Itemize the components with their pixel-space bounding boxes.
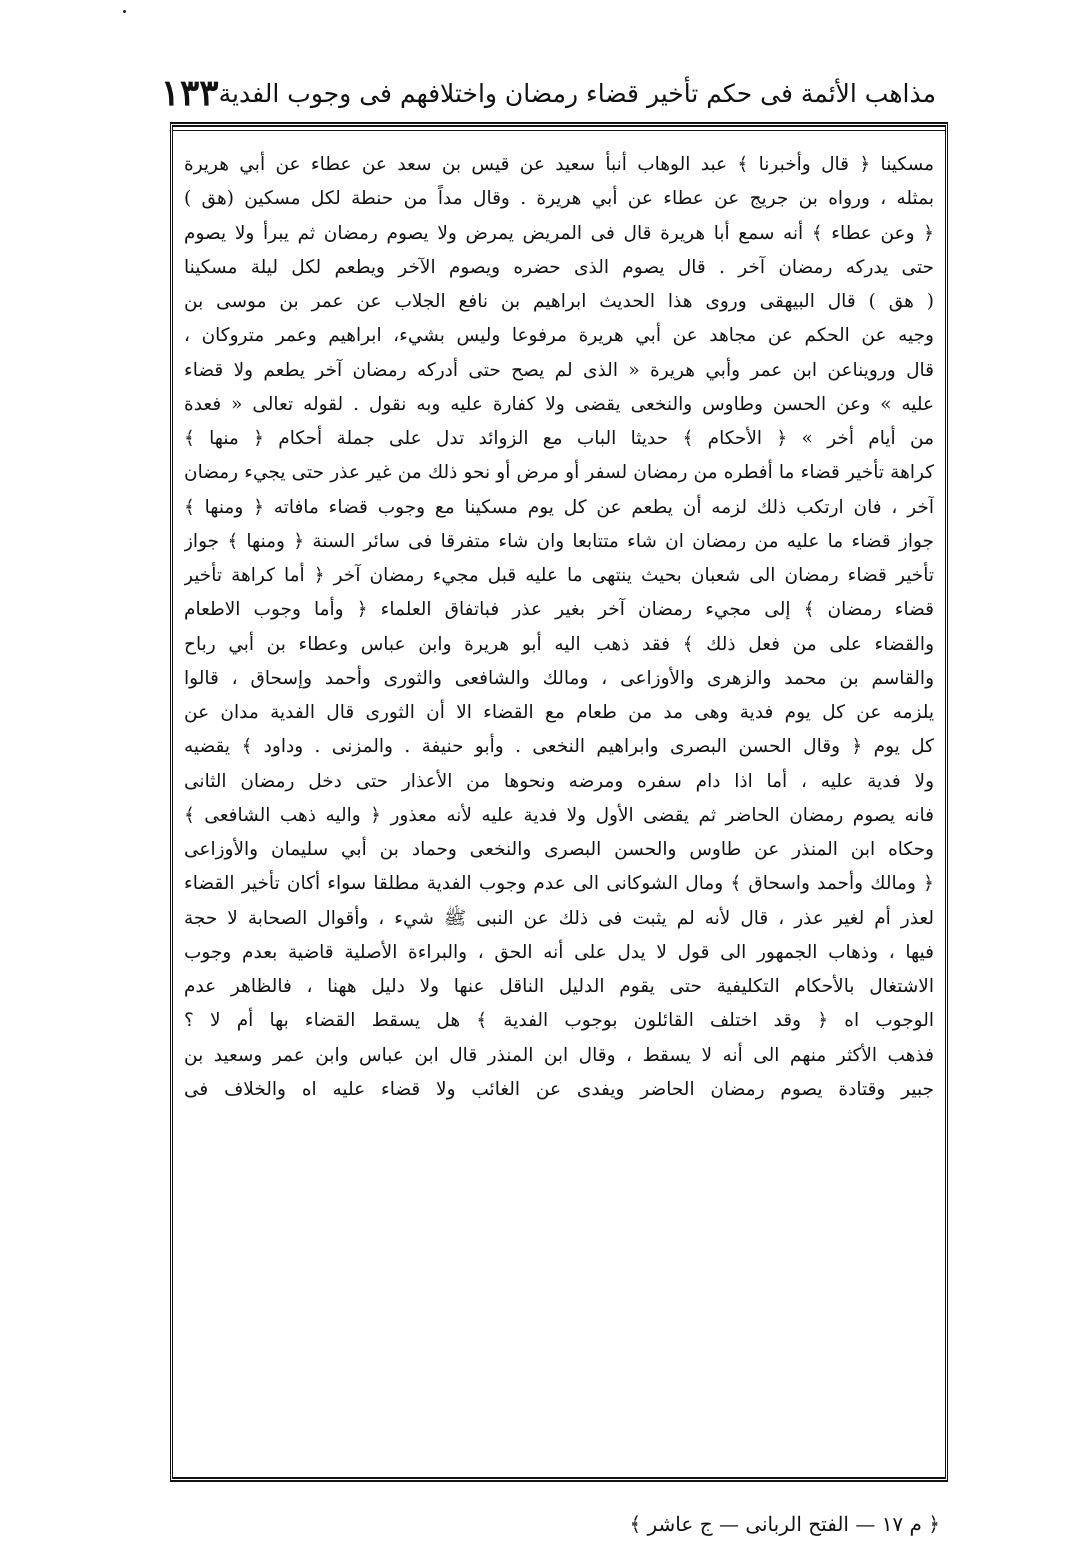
text-line: آخر ، فان ارتكب ذلك لزمه أن يطعم عن كل يوم مسكينا مع وجوب قضاء مافاته ﴿ ومنها ﴾ [184, 496, 934, 518]
text-line: فيها ، وذهاب الجمهور الى قول لا يدل على أنه الحق ، والبراءة الأصلية قاضية بعدم وجوب [184, 941, 934, 963]
page-number: ١٣٣ [160, 72, 219, 114]
text-line: وجيه عن الحكم عن مجاهد عن أبي هريرة مرفوعا وليس بشيء، ابراهيم وعمر متروكان ، [184, 325, 934, 347]
text-line: ولا فدية عليه ، أما اذا دام سفره ومرضه ونحوها من الأعذار حتى دخل رمضان الثانى [184, 770, 934, 792]
text-line: جبير وقتادة يصوم رمضان الحاضر ويفدى عن الغائب ولا قضاء عليه اه والخلاف فى [184, 1078, 934, 1100]
text-line: ﴿ ومالك وأحمد واسحاق ﴾ ومال الشوكانى الى عدم وجوب الفدية مطلقا سواء أكان تأخير القضاء [184, 873, 934, 895]
text-line: مسكينا ﴿ قال وأخبرنا ﴾ عبد الوهاب أنبأ سعيد عن قيس بن سعد عن عطاء عن أبي هريرة [184, 154, 934, 175]
text-line: يلزمه عن كل يوم فدية وهى مد من طعام مع القضاء الا أن الثورى قال الفدية مدان عن [184, 702, 934, 723]
body-text [184, 148, 934, 1478]
text-line: وحكاه ابن المنذر عن طاوس والحسن البصرى والنخعى وحماد بن أبي سليمان والأوزاعى [184, 839, 934, 860]
running-header [160, 62, 936, 124]
text-line: عليه » وعن الحسن وطاوس والنخعى يقضى ولا كفارة عليه وبه نقول . لقوله تعالى « فعدة [184, 393, 934, 415]
text-line: الاشتغال بالأحكام التكليفية حتى يقوم الدليل الناقل عنها ولا دليل ههنا ، فالظاهر عدم [184, 976, 934, 997]
text-line: والقضاء على من فعل ذلك ﴾ فقد ذهب اليه أبو هريرة وابن عباس وعطاء بن أبي رباح [184, 633, 934, 655]
text-line: والقاسم بن محمد والزهرى والأوزاعى ، ومالك والشافعى والثورى وأحمد وإسحاق ، قالوا [184, 667, 934, 689]
text-line: ( هق ) قال البيهقى وروى هذا الحديث ابراهيم بن نافع الجلاب عن عمر بن موسى بن [184, 291, 934, 312]
text-line: لعذر أم لغير عذر ، قال لأنه لم يثبت فى ذلك عن النبى ﷺ شيء ، وأقوال الصحابة لا حجة [184, 907, 934, 929]
text-line: فانه يصوم رمضان الحاضر ثم يقضى الأول ولا فدية عليه لأنه معذور ﴿ واليه ذهب الشافعى ﴾ [184, 804, 934, 826]
text-line: الوجوب اه ﴿ وقد اختلف القائلون بوجوب الفدية ﴾ هل يسقط القضاء بها أم لا ؟ [184, 1010, 934, 1032]
text-line: قال ورويناعن ابن عمر وأبي هريرة « الذى لم يصح حتى أدركه رمضان آخر يطعم ولا قضاء [184, 359, 934, 381]
footer-signature: ﴿ م ١٧ — الفتح الربانى — ج عاشر ﴾ [629, 1512, 940, 1536]
text-line: حتى يدركه رمضان آخر . قال يصوم الذى حضره ويصوم الآخر ويطعم لكل ليلة مسكينا [184, 256, 934, 278]
text-line: قضاء رمضان ﴾ إلى مجيء رمضان آخر بغير عذر فباتفاق العلماء ﴿ وأما وجوب الاطعام [184, 599, 934, 621]
text-line: جواز قضاء ما عليه من رمضان ان شاء متتابعا وان شاء متفرقا فى سائر السنة ﴿ ومنها ﴾ جواز [184, 530, 934, 552]
text-line: تأخير قضاء رمضان الى شعبان بحيث ينتهى ما عليه قبل مجيء رمضان آخر ﴿ أما كراهة تأخير [184, 565, 934, 586]
text-line: بمثله ، ورواه بن جريج عن عطاء عن أبي هريرة . وقال مداً من حنطة لكل مسكين (هق ) [184, 188, 934, 210]
header-title: مذاهب الأئمة فى حكم تأخير قضاء رمضان واختلافهم فى وجوب الفدية [218, 78, 936, 108]
frame-rule [173, 130, 945, 131]
text-line: فذهب الأكثر منهم الى أنه لا يسقط ، وقال ابن المنذر قال ابن عباس وابن عمر وسعيد بن [184, 1044, 934, 1066]
text-line: ﴿ وعن عطاء ﴾ أنه سمع أبا هريرة قال فى المريض يمرض ولا يصوم رمضان ثم يبرأ ولا يصوم [184, 222, 934, 244]
text-line: كل يوم ﴿ وقال الحسن البصرى وابراهيم النخعى . وأبو حنيفة . والمزنى . وداود ﴾ يقضيه [184, 736, 934, 758]
text-line: من أيام أخر » ﴿ الأحكام ﴾ حديثا الباب مع الزوائد تدل على جملة أحكام ﴿ منها ﴾ [184, 428, 934, 449]
stray-mark [123, 10, 126, 13]
text-line: كراهة تأخير قضاء ما أفطره من رمضان لسفر أو مرض أو نحو ذلك من غير عذر حتى يجيء رمضان [184, 462, 934, 484]
